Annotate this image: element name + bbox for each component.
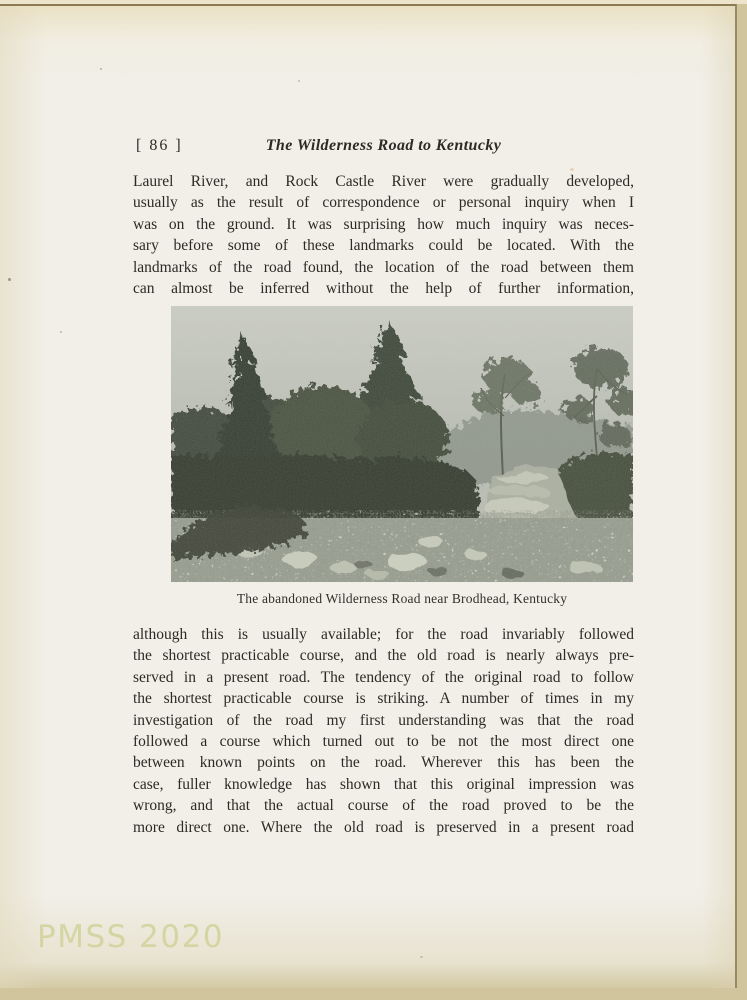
body-text-line: landmarks of the road found, the location of the road between them xyxy=(133,258,634,276)
body-text-line: usually as the result of correspondence or personal inquiry when I xyxy=(133,194,634,212)
wilderness-road-photo xyxy=(171,306,633,582)
body-text-line: sary before some of these landmarks could be located. With the xyxy=(133,237,634,255)
page-header xyxy=(133,137,634,159)
body-text-line: the shortest practicable course is striking. A number of times in my xyxy=(133,690,634,708)
body-text-line: between known points on the road. Wherever this has been the xyxy=(133,754,634,772)
paragraph-1 xyxy=(133,171,634,299)
photo-caption: The abandoned Wilderness Road near Brodhead, Kentucky xyxy=(236,591,568,606)
body-text-line: can almost be inferred without the help of further information, xyxy=(133,279,634,297)
body-text-line: more direct one. Where the old road is preserved in a present road xyxy=(133,818,634,836)
dust-speck xyxy=(100,68,102,70)
watermark: PMSS 2020 xyxy=(37,919,225,955)
dust-speck xyxy=(60,331,62,333)
paragraph-2 xyxy=(133,624,634,838)
dust-speck xyxy=(420,956,423,958)
body-text-line: followed a course which turned out to be not the most direct one xyxy=(133,732,634,750)
body-text-line: wrong, and that the actual course of the road proved to be the xyxy=(133,797,634,815)
dust-speck xyxy=(570,168,574,171)
book-page xyxy=(0,4,737,988)
dust-speck xyxy=(8,278,11,281)
body-text-line: Laurel River, and Rock Castle River were gradually developed, xyxy=(133,173,634,190)
body-text-line: was on the ground. It was surprising how much inquiry was neces- xyxy=(133,215,634,233)
running-title: The Wilderness Road to Kentucky xyxy=(265,137,502,154)
page-number: [ 86 ] xyxy=(136,137,183,154)
dust-speck xyxy=(298,80,300,82)
photo-illustration xyxy=(171,306,633,582)
body-text-line: although this is usually available; for the road invariably followed xyxy=(133,626,634,643)
body-text-line: case, fuller knowledge has shown that this original impression was xyxy=(133,775,634,793)
body-text-line: served in a present road. The tendency of the original road to follow xyxy=(133,668,634,686)
body-text-line: investigation of the road my first understanding was that the road xyxy=(133,711,634,729)
body-text-line: the shortest practicable course, and the old road is nearly always pre- xyxy=(133,647,634,665)
